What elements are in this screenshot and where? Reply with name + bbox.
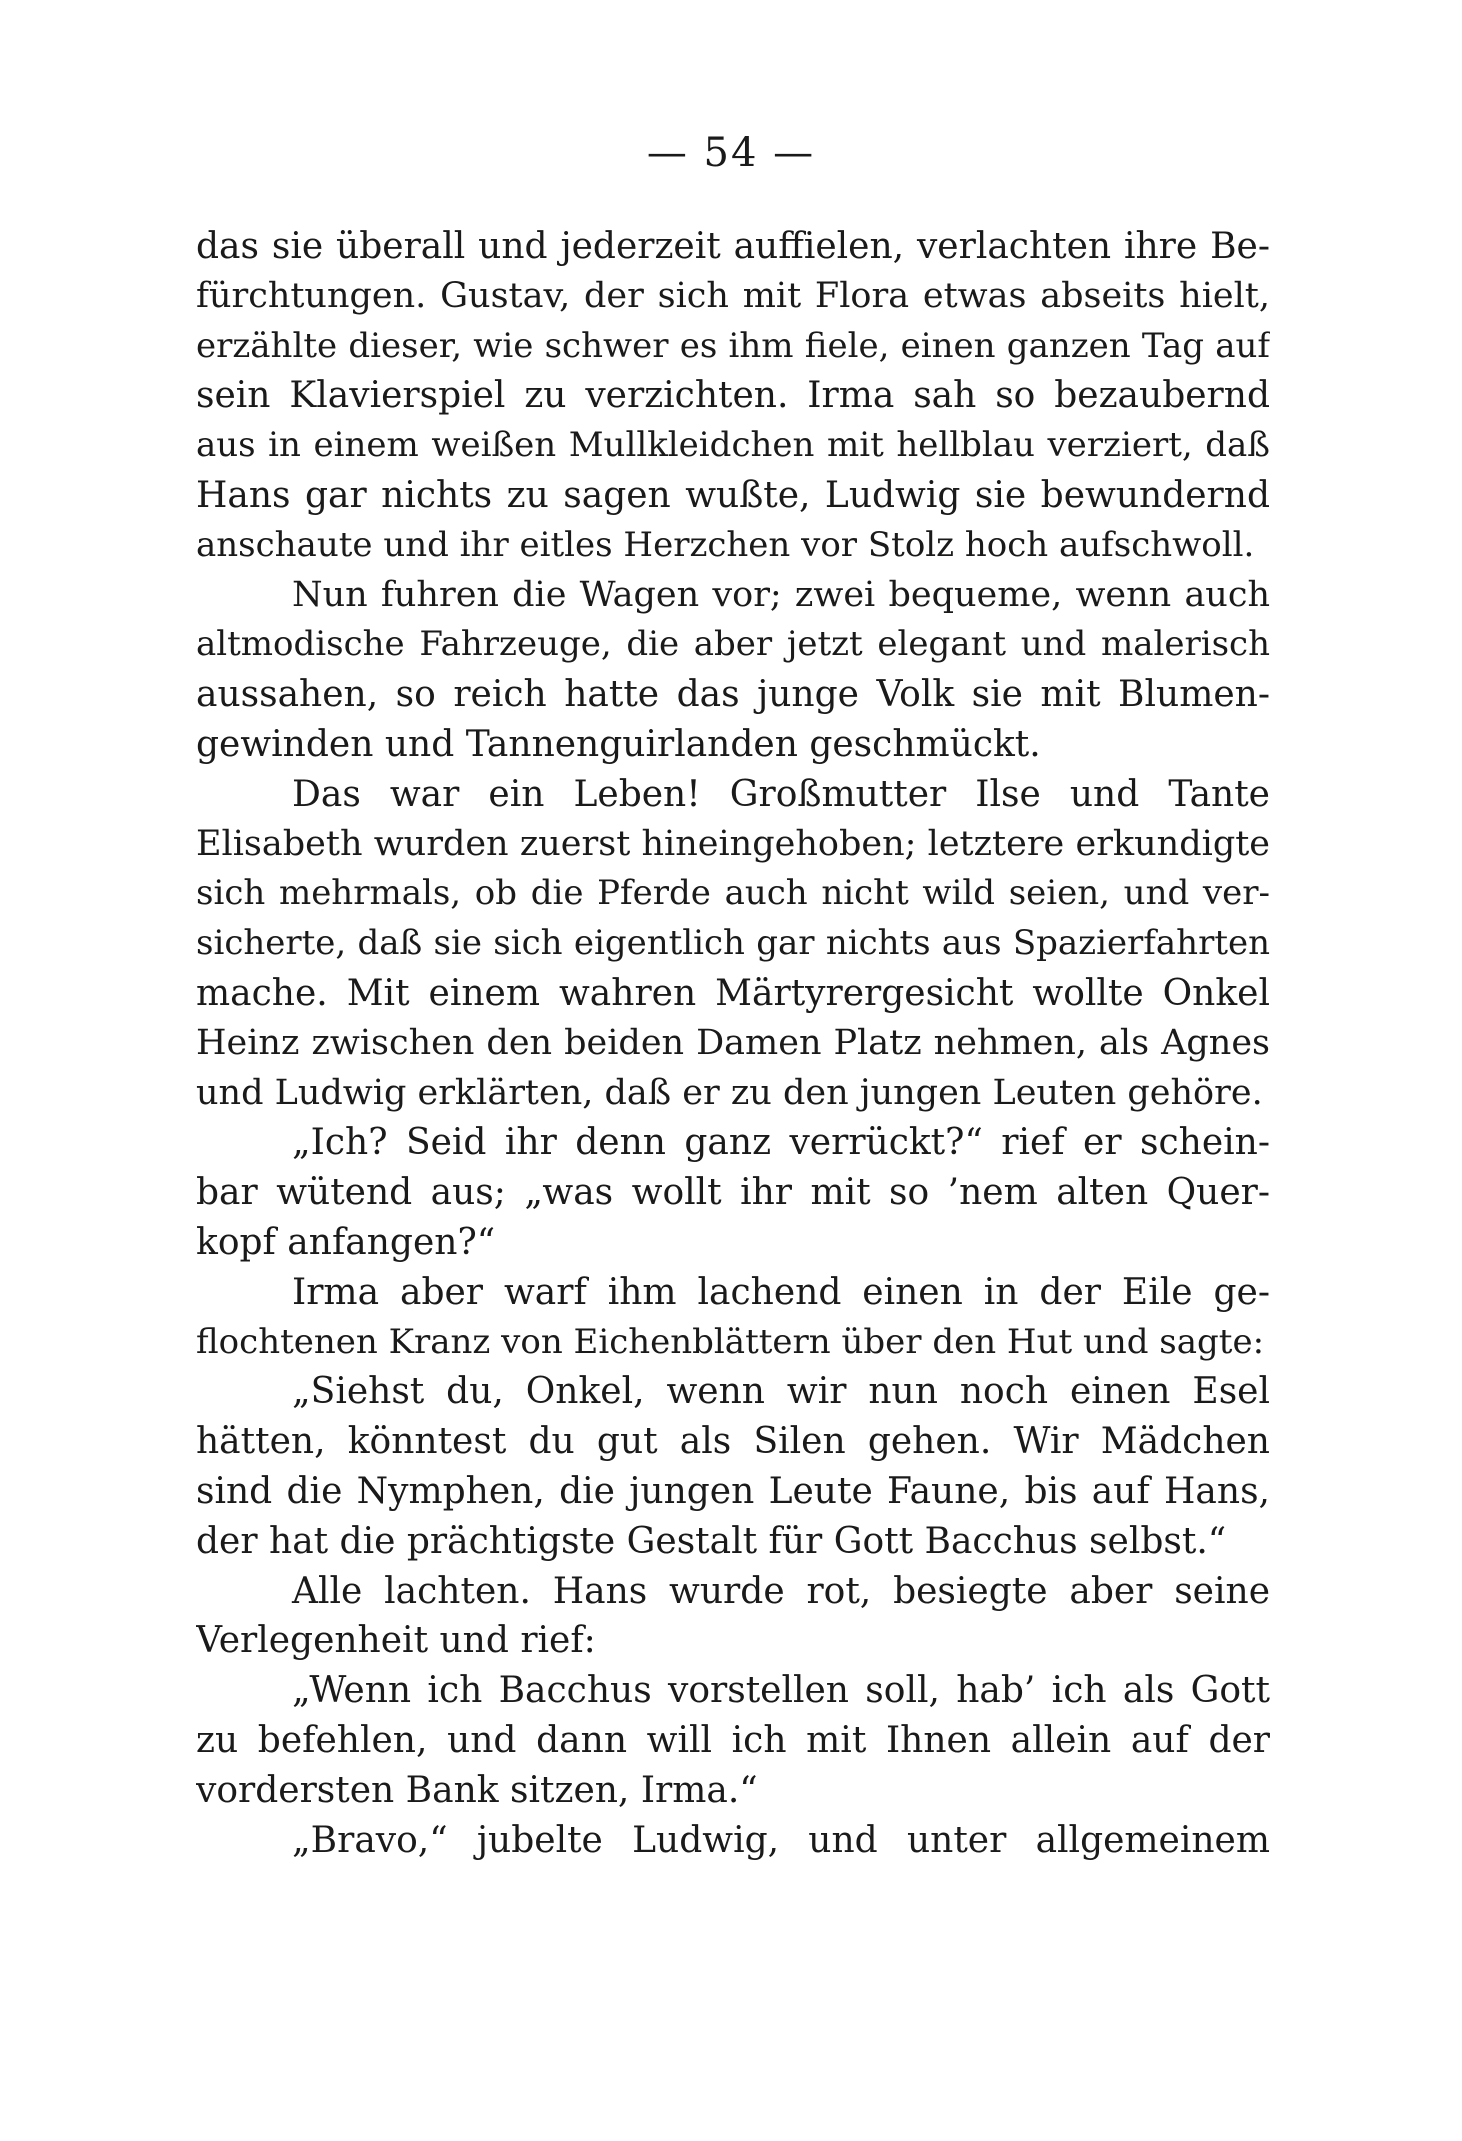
body-text <box>196 222 1270 1865</box>
text-line: das sie überall und jederzeit auffielen, verlachten ihre Be- <box>196 226 1270 267</box>
text-line: gewinden und Tannenguirlanden geschmückt. <box>196 723 1041 765</box>
text-line: flochtenen Kranz von Eichenblättern über den Hut und sagte: <box>196 1321 1265 1362</box>
text-line: altmodische Fahrzeuge, die aber jetzt elegant und malerisch <box>196 624 1270 665</box>
text-line: Irma aber warf ihm lachend einen in der Eile ge- <box>292 1271 1270 1313</box>
text-line: „Ich? Seid ihr denn ganz verrückt?“ rief er schein- <box>292 1122 1270 1164</box>
text-line: erzählte dieser, wie schwer es ihm fiele, einen ganzen Tag auf <box>196 325 1270 366</box>
text-line: vordersten Bank sitzen, Irma.“ <box>196 1769 758 1811</box>
text-line: sicherte, daß sie sich eigentlich gar nichts aus Spazierfahrten <box>196 923 1270 964</box>
text-line: „Wenn ich Bacchus vorstellen soll, hab’ ich als Gott <box>292 1670 1270 1712</box>
text-line: der hat die prächtigste Gestalt für Gott Bacchus selbst.“ <box>196 1520 1227 1562</box>
text-line: Das war ein Leben! Großmutter Ilse und Tante <box>292 773 1270 815</box>
text-line: mache. Mit einem wahren Märtyrergesicht wollte Onkel <box>196 972 1270 1014</box>
text-line: bar wütend aus; „was wollt ihr mit so ’nem alten Quer- <box>196 1172 1270 1214</box>
text-line: aus in einem weißen Mullkleidchen mit hellblau verziert, daß <box>196 425 1270 466</box>
text-line: zu befehlen, und dann will ich mit Ihnen allein auf der <box>196 1719 1270 1761</box>
text-line: Heinz zwischen den beiden Damen Platz nehmen, als Agnes <box>196 1022 1270 1063</box>
page-number: — 54 — <box>646 130 816 176</box>
text-line: sind die Nymphen, die jungen Leute Faune, bis auf Hans, <box>196 1470 1270 1512</box>
text-line: „Bravo,“ jubelte Ludwig, und unter allgemeinem <box>292 1819 1270 1861</box>
text-line: kopf anfangen?“ <box>196 1221 496 1263</box>
text-line: Elisabeth wurden zuerst hineingehoben; letztere erkundigte <box>196 823 1270 864</box>
text-line: sich mehrmals, ob die Pferde auch nicht wild seien, und ver- <box>196 873 1270 914</box>
text-line: hätten, könntest du gut als Silen gehen. Wir Mädchen <box>196 1421 1270 1463</box>
text-line: sein Klavierspiel zu verzichten. Irma sah so bezaubernd <box>196 375 1270 417</box>
text-line: „Siehst du, Onkel, wenn wir nun noch einen Esel <box>292 1371 1270 1413</box>
text-line: Verlegenheit und rief: <box>196 1620 596 1662</box>
text-line: Alle lachten. Hans wurde rot, besiegte aber seine <box>292 1570 1270 1612</box>
text-line: fürchtungen. Gustav, der sich mit Flora etwas abseits hielt, <box>196 275 1270 316</box>
text-line: Hans gar nichts zu sagen wußte, Ludwig sie bewundernd <box>196 474 1270 516</box>
text-line: und Ludwig erklärten, daß er zu den jungen Leuten gehöre. <box>196 1072 1263 1113</box>
text-line: aussahen, so reich hatte das junge Volk sie mit Blumen- <box>196 674 1270 716</box>
text-line: anschaute und ihr eitles Herzchen vor Stolz hoch aufschwoll. <box>196 524 1255 565</box>
text-line: Nun fuhren die Wagen vor; zwei bequeme, wenn auch <box>292 574 1270 615</box>
